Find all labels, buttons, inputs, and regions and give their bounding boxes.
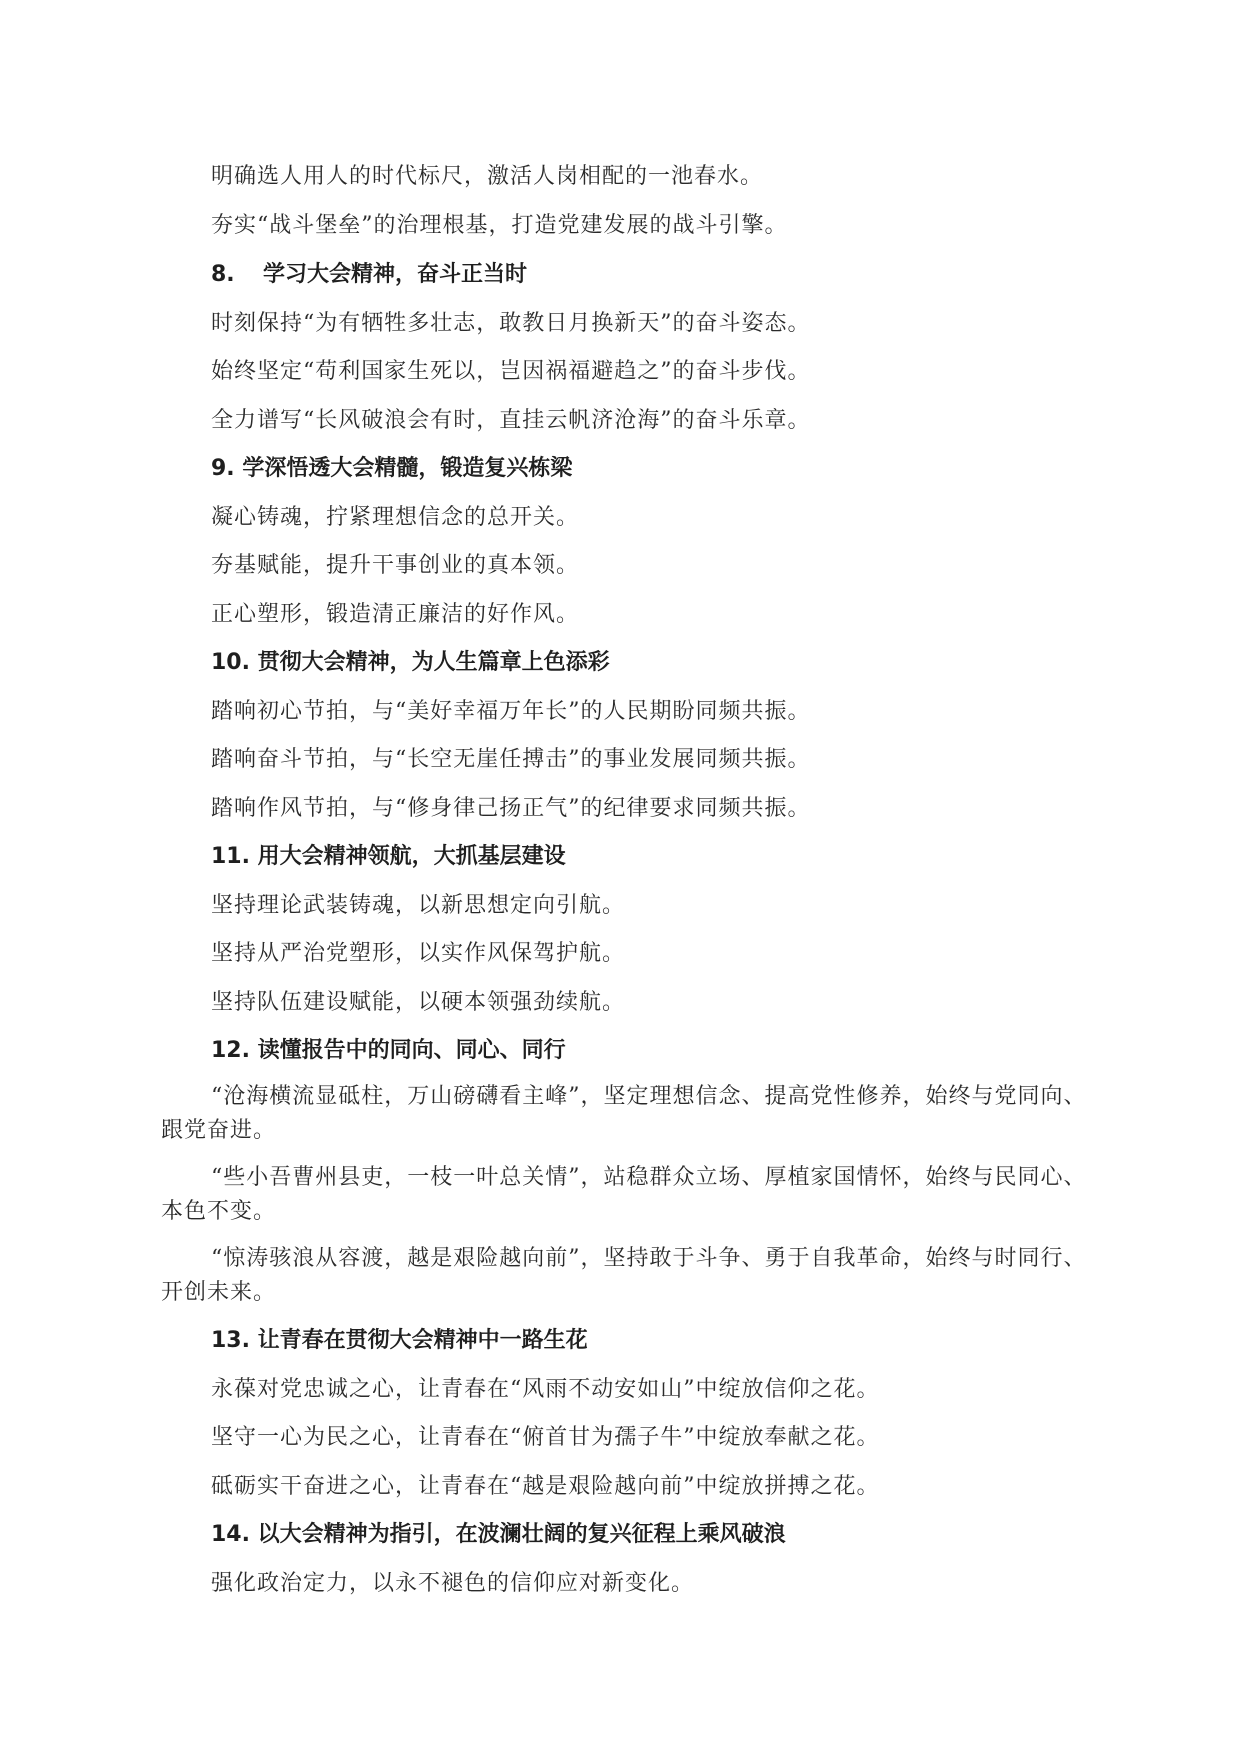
- section-number: 13.: [211, 1328, 250, 1353]
- body-line: 明确选人用人的时代标尺，激活人岗相配的一池春水。: [211, 164, 764, 189]
- body-line: 坚持队伍建设赋能，以硬本领强劲续航。: [211, 990, 626, 1015]
- body-line: 夯基赋能，提升干事创业的真本领。: [211, 553, 580, 578]
- section-number: 12.: [211, 1038, 250, 1063]
- body-paragraph: “惊涛骇浪从容渡，越是艰险越向前”，坚持敢于斗争、勇于自我革命，始终与时同行、开创未来。: [161, 1246, 1087, 1305]
- body-line: 始终坚定“苟利国家生死以，岂因祸福避趋之”的奋斗步伐。: [211, 359, 811, 384]
- section-title: 用大会精神领航，大抓基层建设: [257, 844, 566, 869]
- section-title: 学习大会精神，奋斗正当时: [263, 262, 528, 287]
- section-heading: [211, 1521, 786, 1549]
- body-line: 坚持从严治党塑形，以实作风保驾护航。: [211, 941, 626, 966]
- body-line: 砥砺实干奋进之心，让青春在“越是艰险越向前”中绽放拼搏之花。: [211, 1474, 880, 1499]
- section-title: 以大会精神为指引，在波澜壮阔的复兴征程上乘风破浪: [257, 1522, 786, 1547]
- body-line: 坚守一心为民之心，让青春在“俯首甘为孺子牛”中绽放奉献之花。: [211, 1425, 880, 1450]
- section-heading: [211, 261, 527, 289]
- section-number: 11.: [211, 844, 250, 869]
- body-line: 坚持理论武装铸魂，以新思想定向引航。: [211, 893, 626, 918]
- section-number: 8.: [211, 262, 235, 287]
- body-line: 踏响作风节拍，与“修身律己扬正气”的纪律要求同频共振。: [211, 796, 811, 821]
- body-line: 正心塑形，锻造清正廉洁的好作风。: [211, 602, 580, 627]
- body-line: 踏响奋斗节拍，与“长空无崖任搏击”的事业发展同频共振。: [211, 747, 811, 772]
- section-heading: [211, 1037, 566, 1065]
- body-line: 时刻保持“为有牺牲多壮志，敢教日月换新天”的奋斗姿态。: [211, 311, 811, 336]
- body-paragraph: “些小吾曹州县吏，一枝一叶总关情”，站稳群众立场、厚植家国情怀，始终与民同心、本色不变。: [161, 1165, 1087, 1224]
- section-heading: [211, 455, 572, 483]
- section-title: 让青春在贯彻大会精神中一路生花: [257, 1328, 588, 1353]
- body-line: 全力谱写“长风破浪会有时，直挂云帆济沧海”的奋斗乐章。: [211, 408, 811, 433]
- section-title: 贯彻大会精神，为人生篇章上色添彩: [257, 650, 610, 675]
- body-line: 凝心铸魂，拧紧理想信念的总开关。: [211, 505, 580, 530]
- section-heading: [211, 843, 566, 871]
- body-line: 永葆对党忠诚之心，让青春在“风雨不动安如山”中绽放信仰之花。: [211, 1377, 880, 1402]
- body-line: 夯实“战斗堡垒”的治理根基，打造党建发展的战斗引擎。: [211, 213, 788, 238]
- body-line: 踏响初心节拍，与“美好幸福万年长”的人民期盼同频共振。: [211, 699, 811, 724]
- section-heading: [211, 649, 610, 677]
- section-number: 9.: [211, 456, 235, 481]
- section-number: 10.: [211, 650, 250, 675]
- section-title: 读懂报告中的同向、同心、同行: [257, 1038, 566, 1063]
- section-title: 学深悟透大会精髓，锻造复兴栋梁: [242, 456, 573, 481]
- section-heading: [211, 1327, 588, 1355]
- body-line: 强化政治定力，以永不褪色的信仰应对新变化。: [211, 1571, 695, 1596]
- section-number: 14.: [211, 1522, 250, 1547]
- body-paragraph: “沧海横流显砥柱，万山磅礴看主峰”，坚定理想信念、提高党性修养，始终与党同向、跟党奋进。: [161, 1084, 1087, 1143]
